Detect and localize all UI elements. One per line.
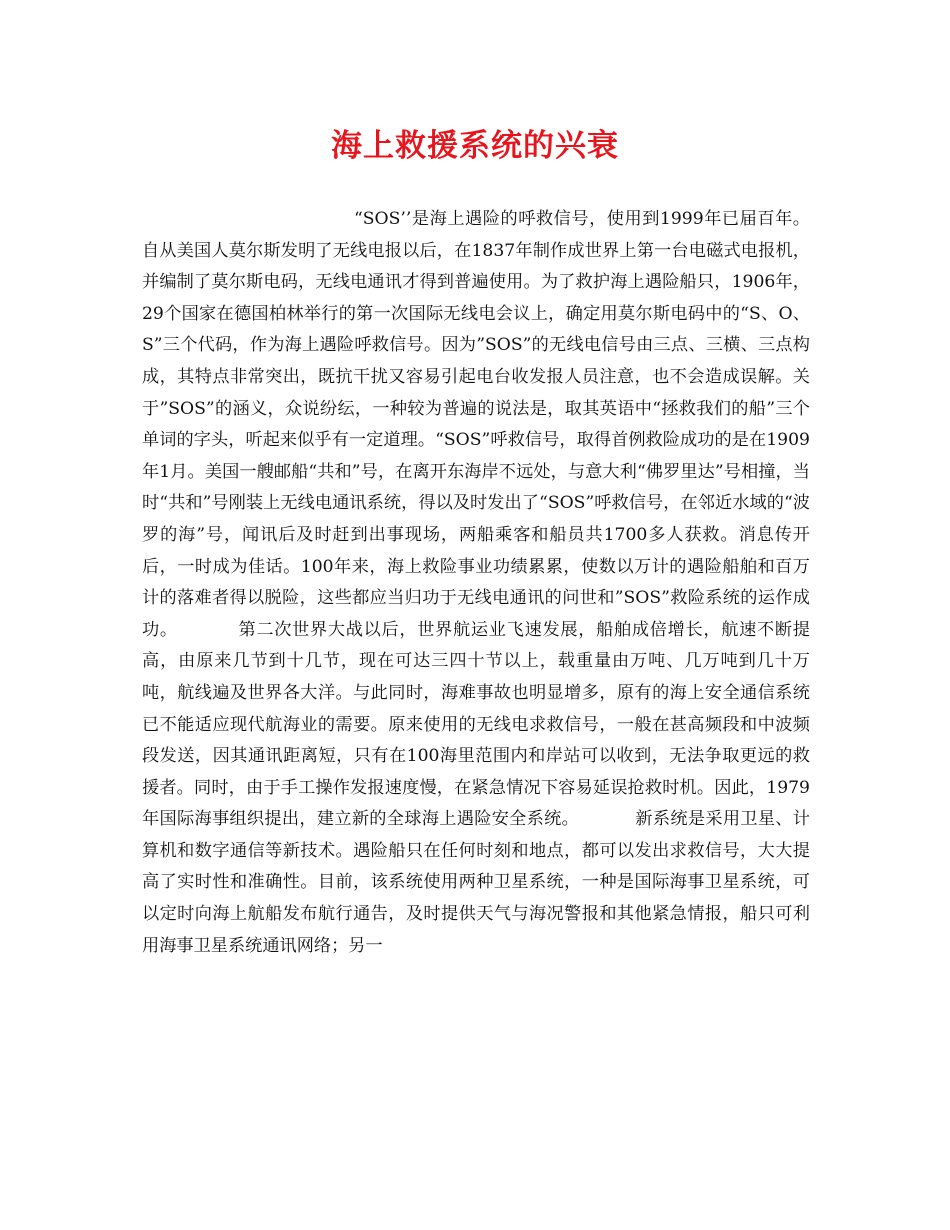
document-body — [142, 204, 810, 962]
paragraph-3: 新系统是采用卫星、计算机和数字通信等新技术。遇险船只在任何时刻和地点，都可以发出求救信号，大大提高了实时性和准确性。目前，该系统使用两种卫星系统，一种是国际海事卫星系统，可以定时向海上航船发布航行通告，及时提供天气与海况警报和其他紧急情报，船只可利用海事卫星系统通讯网络；另一 — [142, 809, 810, 956]
paragraph-1: “SOS’’是海上遇险的呼救信号，使用到1999年已届百年。自从美国人莫尔斯发明了无线电报以后，在1837年制作成世界上第一台电磁式电报机，并编制了莫尔斯电码，无线电通讯才得到普遍使用。为了救护海上遇险船只，1906年，29个国家在德国柏林举行的第一次国际无线电会议上，确定用莫尔斯电码中的“S、O、S”三个代码，作为海上遇险呼救信号。因为”SOS”的无线电信号由三点、三横、三点构成，其特点非常突出，既抗干扰又容易引起电台收发报人员注意，也不会造成误解。关于”SOS”的涵义，众说纷纭，一种较为普遍的说法是，取其英语中“拯救我们的船”三个单词的字头，听起来似乎有一定道理。“SOS”呼救信号，取得首例救险成功的是在1909年1月。美国一艘邮船“共和”号，在离开东海岸不远处，与意大利“佛罗里达”号相撞，当时“共和”号刚装上无线电通讯系统，得以及时发出了“SOS”呼救信号，在邻近水域的“波罗的海”号，闻讯后及时赶到出事现场，两船乘客和船员共1700多人获救。消息传开后，一时成为佳话。100年来，海上救险事业功绩累累，使数以万计的遇险船舶和百万计的落难者得以脱险，这些都应当归功于无线电通讯的问世和”SOS”救险系统的运作成功。 — [142, 209, 810, 640]
document-title: 海上救援系统的兴衰 — [331, 128, 619, 164]
paragraph-2: 第二次世界大战以后，世界航运业飞速发展，船舶成倍增长，航速不断提高，由原来几节到十几节，现在可达三四十节以上，载重量由万吨、几万吨到几十万吨，航线遍及世界各大洋。与此同时，海难事故也明显增多，原有的海上安全通信系统已不能适应现代航海业的需要。原来使用的无线电求救信号，一般在甚高频段和中波频段发送，因其通讯距离短，只有在100海里范围内和岸站可以收到，无法争取更远的救援者。同时，由于手工操作发报速度慢，在紧急情况下容易延误抢救时机。因此，1979年国际海事组织提出，建立新的全球海上遇险安全系统。 — [142, 619, 810, 830]
